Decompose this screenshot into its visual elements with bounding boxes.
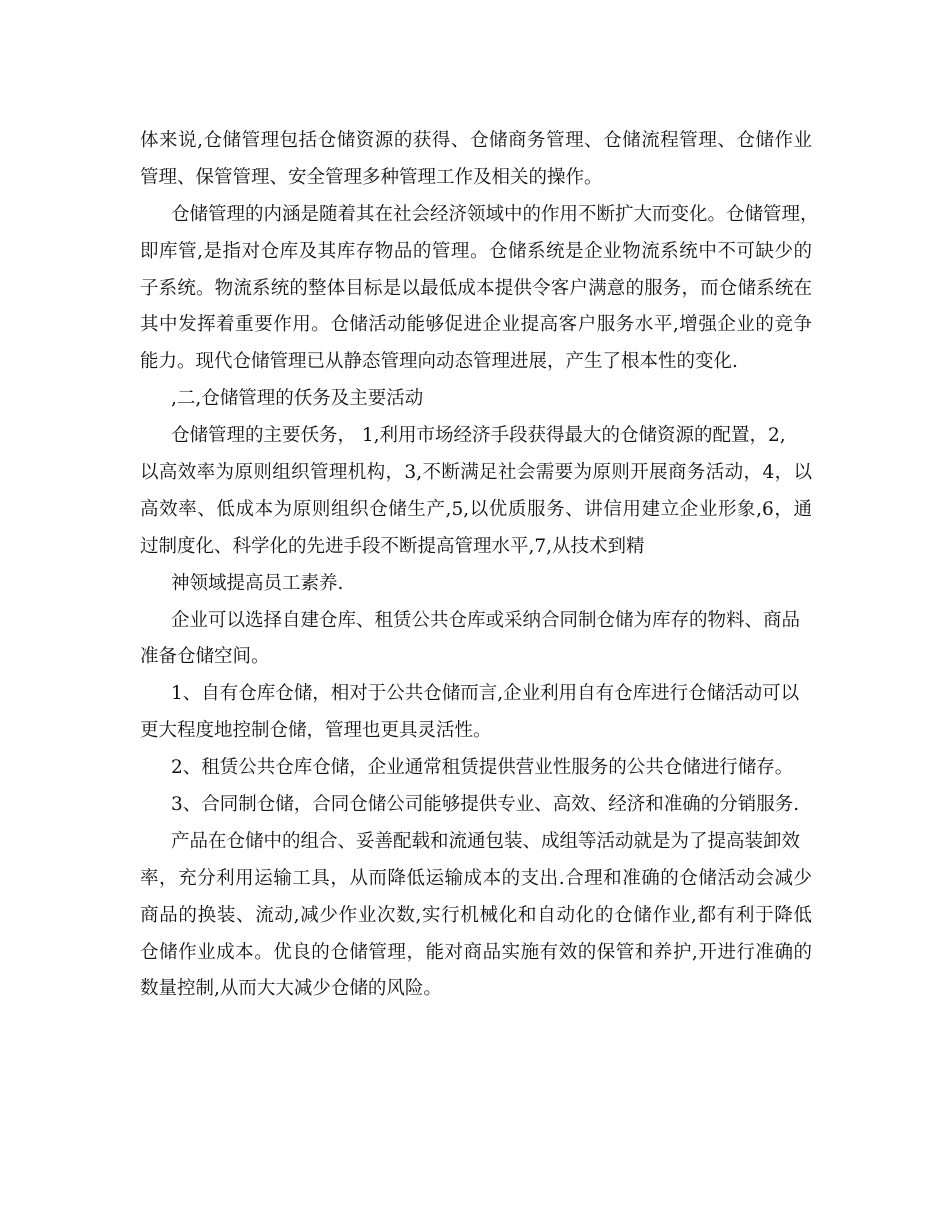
text-line: 数量控制,从而大大减少仓储的风险。 (140, 978, 442, 1000)
text-line: 率，充分利用运输工具，从而降低运输成本的支出.合理和准确的仓储活动会减少 (140, 867, 812, 889)
text-line: 更大程度地控制仓储，管理也更具灵活性。 (140, 720, 492, 742)
list-item: 2、租赁公共仓库仓储，企业通常租赁提供营业性服务的公共仓储进行储存。 (171, 757, 794, 779)
text-line: 准备仓储空间。 (140, 646, 270, 668)
paragraph-first-line: 仓储管理的主要仸务， 1,利用市场经济手段获得最大的仓储资源的配置，2, (171, 425, 786, 447)
text-line: 以高效率为原则组织管理机构，3,不断满足社会需要为原则开展商务活动，4，以 (140, 462, 812, 484)
text-line: 过制度化、科学化的先进手段不断提高管理水平,7,从技术到精 (140, 535, 645, 557)
text-line: 神领域提高员工素养. (171, 572, 344, 594)
paragraph-first-line: 产品在仓储中的组合、妥善配载和流通包装、成组等活动就是为了提高装卸效 (171, 830, 801, 852)
paragraph-first-line: 仓储管理的内涵是随着其在社会经济领域中的作用不断扩大而变化。仓储管理， (171, 203, 819, 225)
text-line: 即库管,是指对仓库及其库存物品的管理。仓储系统是企业物流系统中不可缺少的 (140, 240, 812, 262)
text-line: 仓储作业成本。优良的仓储管理，能对商品实施有效的保管和养护,开进行准确的 (140, 941, 812, 963)
text-line: 体来说,仓储管理包括仓储资源的获得、仓储商务管理、仓储流程管理、仓储作业 (140, 130, 812, 151)
text-line: 高效率、低成本为原则组织仓储生产,5,以优质服务、讲信用建立企业形象,6，通 (140, 498, 812, 520)
list-item: 1、自有仓库仓储，相对于公共仓储而言,企业利用自有仓库进行仓储活动可以 (171, 683, 800, 705)
text-line: 商品的换装、流动,减少作业次数,实行机械化和自动化的仓储作业,都有利于降低 (140, 904, 812, 926)
paragraph-first-line: 企业可以选择自建仓库、租赁公共仓库或采纳合同制仓储为库存的物料、商品 (171, 609, 801, 631)
document-body (140, 123, 820, 1008)
text-line: 子系统。物流系统的整体目标是以最低成本提供令客户满意的服务，而仓储系统在 (140, 277, 812, 299)
section-heading: ,二,仓储管理的仸务及主要活动 (171, 388, 424, 410)
text-line: 其中发挥着重要作用。仓储活动能够促进企业提高客户服务水平,增强企业的竞争 (140, 314, 812, 336)
list-item: 3、合同制仓储，合同仓储公司能够提供专业、高效、经济和准确的分销服务. (171, 794, 800, 816)
text-line: 能力。现代仓储管理已从静态管理向动态管理进展，产生了根本性的变化. (140, 351, 738, 373)
text-line: 管理、保管管理、安全管理多种管理工作及相关的操作。 (140, 166, 603, 188)
